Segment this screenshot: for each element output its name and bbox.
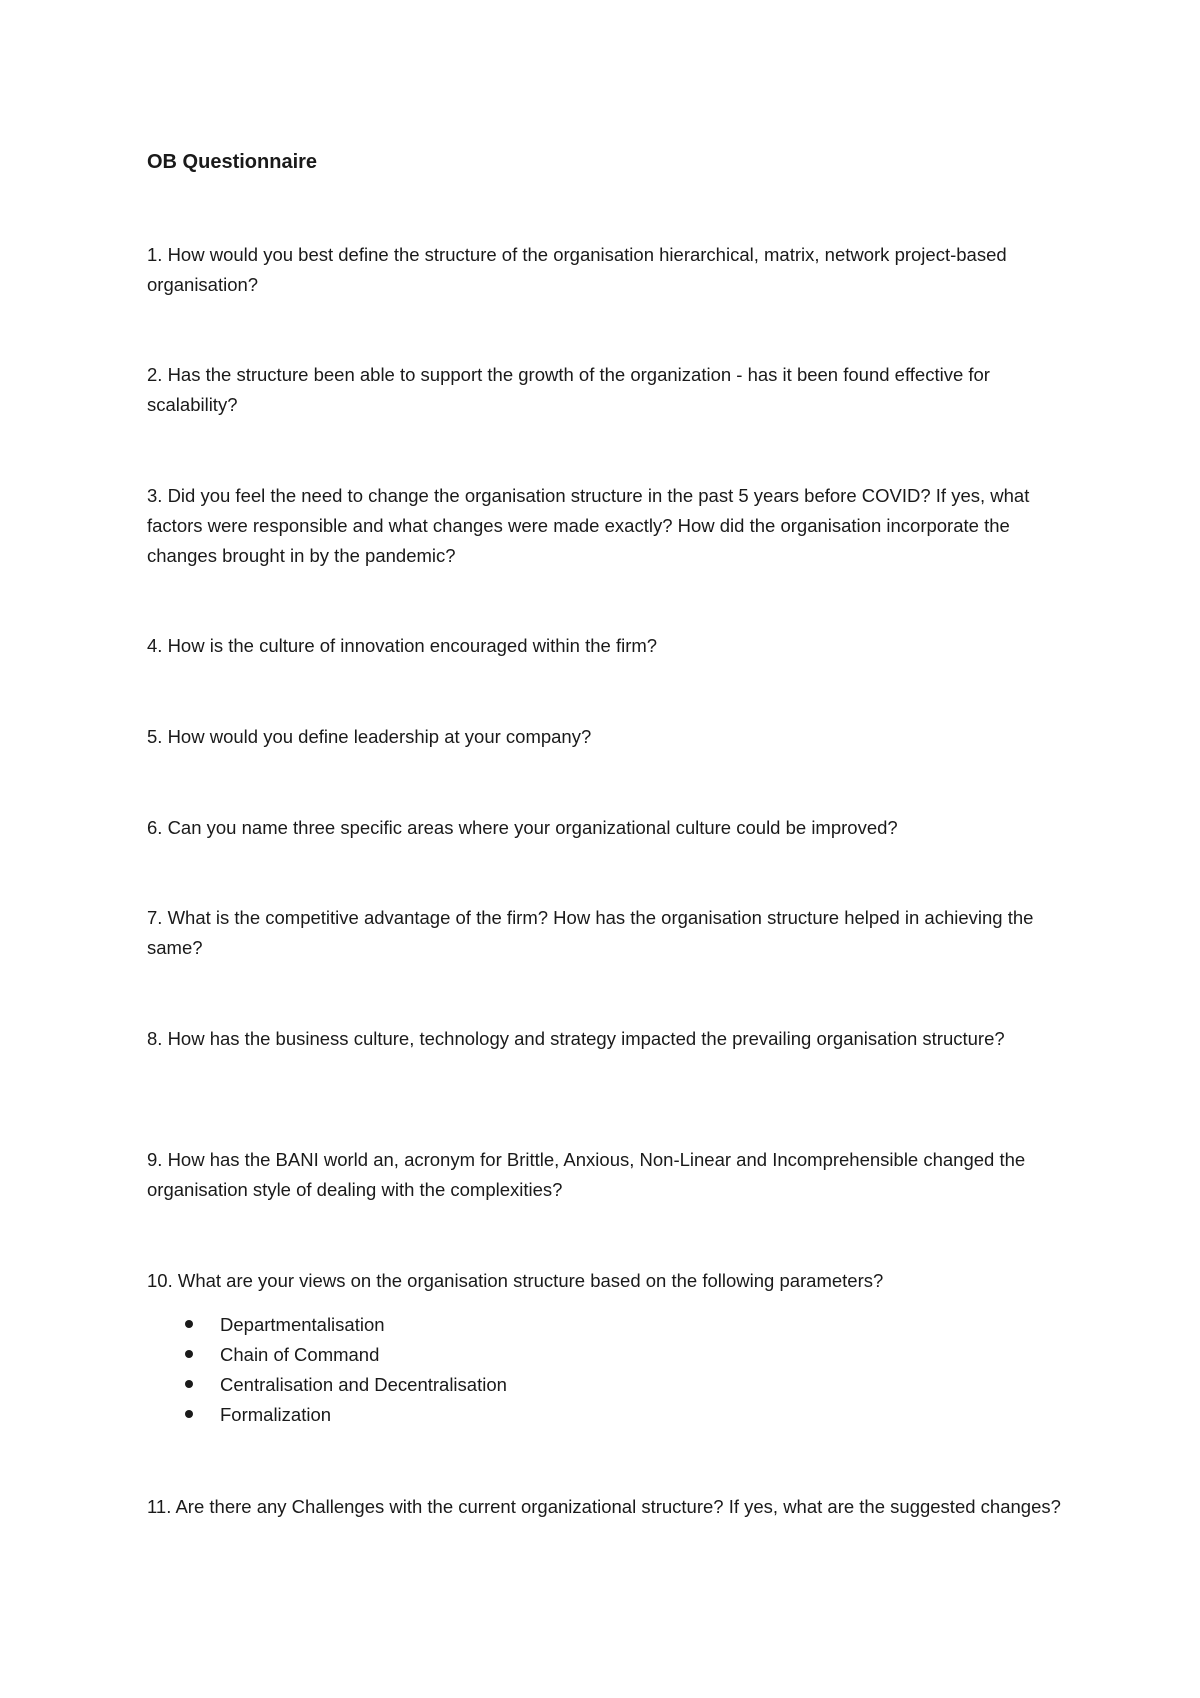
question-1: 1. How would you best define the structure of the organisation hierarchical, matrix, network project-based organisation? xyxy=(147,244,1007,295)
parameter-item xyxy=(147,1310,507,1340)
bullet-icon xyxy=(185,1410,193,1418)
question-11: 11. Are there any Challenges with the current organizational structure? If yes, what are the suggested changes? xyxy=(147,1496,1061,1517)
bullet-icon xyxy=(185,1380,193,1388)
bullet-icon xyxy=(185,1320,193,1328)
document-title: OB Questionnaire xyxy=(147,151,318,173)
parameter-label: Formalization xyxy=(220,1404,332,1425)
parameter-item xyxy=(147,1340,507,1370)
parameter-label: Departmentalisation xyxy=(220,1314,385,1335)
bullet-icon xyxy=(185,1350,193,1358)
parameter-label: Centralisation and Decentralisation xyxy=(220,1374,507,1395)
question-3: 3. Did you feel the need to change the organisation structure in the past 5 years before COVID? If yes, what factors were responsible and what changes were made exactly? How did the organisation incorporate the changes brought in by the pandemic? xyxy=(147,485,1030,566)
parameter-label: Chain of Command xyxy=(220,1344,380,1365)
parameter-item xyxy=(147,1370,507,1400)
question-4: 4. How is the culture of innovation encouraged within the firm? xyxy=(147,635,658,656)
question-5: 5. How would you define leadership at your company? xyxy=(147,726,592,747)
parameter-list xyxy=(147,1310,507,1430)
question-8: 8. How has the business culture, technology and strategy impacted the prevailing organisation structure? xyxy=(147,1028,1005,1049)
question-2: 2. Has the structure been able to support the growth of the organization - has it been found effective for scalability? xyxy=(147,364,990,415)
question-10: 10. What are your views on the organisation structure based on the following parameters? xyxy=(147,1270,884,1291)
parameter-item xyxy=(147,1400,507,1430)
question-6: 6. Can you name three specific areas where your organizational culture could be improved? xyxy=(147,817,898,838)
question-7: 7. What is the competitive advantage of the firm? How has the organisation structure helped in achieving the same? xyxy=(147,907,1034,958)
question-9: 9. How has the BANI world an, acronym for Brittle, Anxious, Non-Linear and Incomprehensible changed the organisation style of dealing with the complexities? xyxy=(147,1149,1026,1200)
